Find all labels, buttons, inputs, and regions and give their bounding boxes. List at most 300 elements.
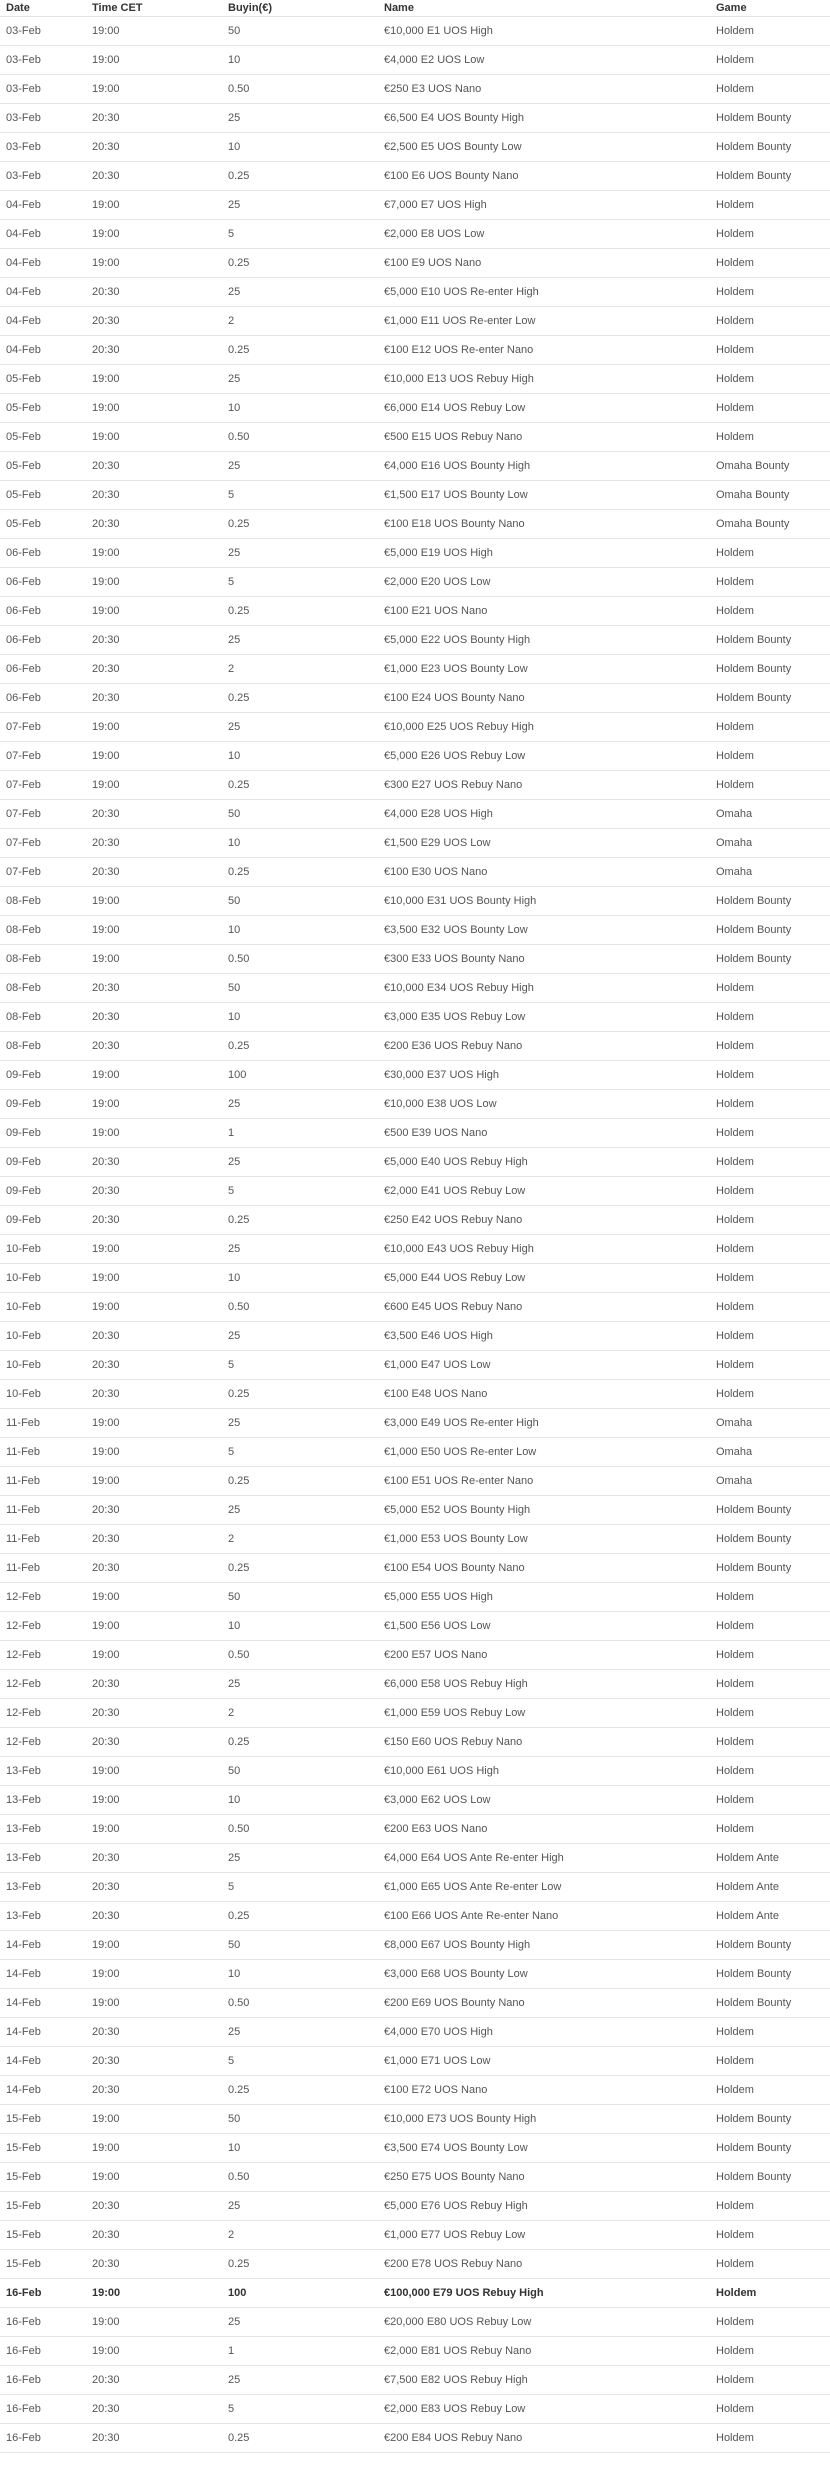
cell-game: Holdem [710, 423, 830, 452]
cell-buyin: 0.50 [222, 945, 378, 974]
cell-time: 19:00 [86, 1235, 222, 1264]
cell-buyin: 25 [222, 2308, 378, 2337]
cell-name: €3,500 E46 UOS High [378, 1322, 710, 1351]
cell-time: 19:00 [86, 1438, 222, 1467]
cell-game: Holdem [710, 1061, 830, 1090]
cell-name: €4,000 E70 UOS High [378, 2018, 710, 2047]
cell-buyin: 2 [222, 1525, 378, 1554]
cell-name: €4,000 E28 UOS High [378, 800, 710, 829]
cell-game: Holdem Bounty [710, 655, 830, 684]
cell-name: €100 E21 UOS Nano [378, 597, 710, 626]
cell-buyin: 50 [222, 17, 378, 46]
cell-name: €5,000 E76 UOS Rebuy High [378, 2192, 710, 2221]
cell-date: 06-Feb [0, 597, 86, 626]
table-row [0, 945, 830, 974]
cell-buyin: 0.25 [222, 1206, 378, 1235]
table-row [0, 1177, 830, 1206]
cell-buyin: 50 [222, 2105, 378, 2134]
cell-name: €1,500 E17 UOS Bounty Low [378, 481, 710, 510]
cell-name: €200 E63 UOS Nano [378, 1815, 710, 1844]
table-row [0, 1496, 830, 1525]
table-row [0, 249, 830, 278]
table-row [0, 452, 830, 481]
cell-name: €10,000 E73 UOS Bounty High [378, 2105, 710, 2134]
cell-game: Holdem [710, 1612, 830, 1641]
cell-buyin: 25 [222, 2192, 378, 2221]
cell-time: 19:00 [86, 423, 222, 452]
table-row [0, 1757, 830, 1786]
table-row [0, 307, 830, 336]
table-row [0, 1380, 830, 1409]
cell-buyin: 10 [222, 1786, 378, 1815]
cell-buyin: 5 [222, 2395, 378, 2424]
table-row [0, 1438, 830, 1467]
cell-date: 03-Feb [0, 133, 86, 162]
cell-date: 08-Feb [0, 1032, 86, 1061]
cell-buyin: 0.50 [222, 1641, 378, 1670]
table-row [0, 336, 830, 365]
cell-date: 16-Feb [0, 2308, 86, 2337]
cell-game: Holdem [710, 771, 830, 800]
cell-name: €5,000 E22 UOS Bounty High [378, 626, 710, 655]
cell-game: Holdem [710, 1293, 830, 1322]
cell-game: Holdem Bounty [710, 1960, 830, 1989]
cell-name: €200 E69 UOS Bounty Nano [378, 1989, 710, 2018]
cell-name: €10,000 E61 UOS High [378, 1757, 710, 1786]
cell-game: Holdem [710, 597, 830, 626]
cell-buyin: 0.25 [222, 336, 378, 365]
cell-date: 16-Feb [0, 2337, 86, 2366]
cell-time: 20:30 [86, 2250, 222, 2279]
cell-buyin: 2 [222, 2221, 378, 2250]
cell-buyin: 25 [222, 1235, 378, 1264]
cell-name: €100 E6 UOS Bounty Nano [378, 162, 710, 191]
table-row [0, 1351, 830, 1380]
table-row [0, 1148, 830, 1177]
cell-game: Holdem Bounty [710, 887, 830, 916]
table-row [0, 365, 830, 394]
cell-game: Holdem [710, 1090, 830, 1119]
cell-buyin: 25 [222, 191, 378, 220]
cell-date: 12-Feb [0, 1699, 86, 1728]
cell-date: 09-Feb [0, 1061, 86, 1090]
cell-date: 08-Feb [0, 1003, 86, 1032]
cell-name: €1,000 E23 UOS Bounty Low [378, 655, 710, 684]
cell-date: 03-Feb [0, 46, 86, 75]
table-row [0, 1786, 830, 1815]
cell-buyin: 0.25 [222, 1032, 378, 1061]
cell-game: Holdem [710, 1003, 830, 1032]
cell-time: 20:30 [86, 1206, 222, 1235]
cell-buyin: 25 [222, 2366, 378, 2395]
cell-buyin: 10 [222, 916, 378, 945]
cell-name: €8,000 E67 UOS Bounty High [378, 1931, 710, 1960]
cell-time: 20:30 [86, 336, 222, 365]
cell-time: 19:00 [86, 2105, 222, 2134]
cell-game: Holdem Ante [710, 1873, 830, 1902]
cell-name: €100 E9 UOS Nano [378, 249, 710, 278]
table-row [0, 17, 830, 46]
cell-time: 19:00 [86, 1293, 222, 1322]
cell-game: Holdem [710, 974, 830, 1003]
cell-game: Holdem Bounty [710, 916, 830, 945]
table-row [0, 1844, 830, 1873]
cell-date: 10-Feb [0, 1322, 86, 1351]
cell-date: 04-Feb [0, 220, 86, 249]
cell-name: €100 E72 UOS Nano [378, 2076, 710, 2105]
cell-game: Holdem [710, 1757, 830, 1786]
cell-name: €250 E3 UOS Nano [378, 75, 710, 104]
cell-time: 19:00 [86, 2279, 222, 2308]
cell-game: Holdem [710, 2279, 830, 2308]
cell-date: 05-Feb [0, 452, 86, 481]
table-row [0, 191, 830, 220]
cell-buyin: 50 [222, 1931, 378, 1960]
cell-game: Holdem [710, 394, 830, 423]
cell-buyin: 25 [222, 1090, 378, 1119]
cell-buyin: 0.50 [222, 1989, 378, 2018]
cell-time: 20:30 [86, 104, 222, 133]
cell-buyin: 2 [222, 1699, 378, 1728]
cell-time: 20:30 [86, 1148, 222, 1177]
cell-date: 04-Feb [0, 191, 86, 220]
cell-game: Holdem [710, 1206, 830, 1235]
cell-buyin: 5 [222, 1177, 378, 1206]
cell-time: 20:30 [86, 858, 222, 887]
cell-name: €1,000 E47 UOS Low [378, 1351, 710, 1380]
cell-date: 11-Feb [0, 1467, 86, 1496]
cell-name: €100 E12 UOS Re-enter Nano [378, 336, 710, 365]
table-row [0, 539, 830, 568]
table-row [0, 655, 830, 684]
cell-game: Holdem Bounty [710, 1496, 830, 1525]
cell-date: 11-Feb [0, 1496, 86, 1525]
table-row [0, 858, 830, 887]
cell-game: Holdem Bounty [710, 162, 830, 191]
cell-game: Holdem [710, 742, 830, 771]
cell-time: 19:00 [86, 2308, 222, 2337]
cell-time: 19:00 [86, 2163, 222, 2192]
cell-date: 06-Feb [0, 568, 86, 597]
cell-time: 19:00 [86, 1119, 222, 1148]
cell-buyin: 5 [222, 220, 378, 249]
cell-buyin: 25 [222, 1670, 378, 1699]
table-row [0, 2221, 830, 2250]
cell-name: €4,000 E64 UOS Ante Re-enter High [378, 1844, 710, 1873]
cell-buyin: 1 [222, 2337, 378, 2366]
cell-date: 06-Feb [0, 684, 86, 713]
cell-time: 19:00 [86, 945, 222, 974]
cell-game: Holdem [710, 249, 830, 278]
cell-game: Holdem [710, 1148, 830, 1177]
cell-time: 19:00 [86, 1583, 222, 1612]
cell-buyin: 5 [222, 568, 378, 597]
cell-game: Omaha Bounty [710, 481, 830, 510]
table-row [0, 2366, 830, 2395]
cell-buyin: 0.25 [222, 162, 378, 191]
cell-name: €1,000 E65 UOS Ante Re-enter Low [378, 1873, 710, 1902]
cell-date: 06-Feb [0, 539, 86, 568]
table-row [0, 2279, 830, 2308]
cell-time: 20:30 [86, 1728, 222, 1757]
cell-game: Holdem [710, 191, 830, 220]
cell-buyin: 10 [222, 1264, 378, 1293]
cell-date: 15-Feb [0, 2163, 86, 2192]
table-row [0, 626, 830, 655]
table-row [0, 510, 830, 539]
cell-buyin: 10 [222, 1960, 378, 1989]
table-row [0, 2250, 830, 2279]
cell-game: Holdem [710, 1119, 830, 1148]
cell-time: 20:30 [86, 626, 222, 655]
cell-buyin: 2 [222, 655, 378, 684]
cell-time: 20:30 [86, 2395, 222, 2424]
cell-date: 14-Feb [0, 2018, 86, 2047]
cell-game: Holdem Bounty [710, 1525, 830, 1554]
cell-date: 15-Feb [0, 2221, 86, 2250]
cell-buyin: 25 [222, 1409, 378, 1438]
cell-game: Holdem [710, 2395, 830, 2424]
cell-date: 04-Feb [0, 278, 86, 307]
cell-time: 19:00 [86, 1641, 222, 1670]
cell-game: Holdem Bounty [710, 626, 830, 655]
cell-name: €2,000 E8 UOS Low [378, 220, 710, 249]
table-row [0, 2192, 830, 2221]
cell-name: €5,000 E26 UOS Rebuy Low [378, 742, 710, 771]
cell-time: 20:30 [86, 684, 222, 713]
header-row [0, 0, 830, 17]
cell-date: 07-Feb [0, 713, 86, 742]
cell-time: 20:30 [86, 1902, 222, 1931]
cell-game: Holdem [710, 2337, 830, 2366]
cell-date: 16-Feb [0, 2279, 86, 2308]
cell-name: €1,000 E50 UOS Re-enter Low [378, 1438, 710, 1467]
cell-game: Holdem [710, 1264, 830, 1293]
cell-date: 04-Feb [0, 307, 86, 336]
cell-buyin: 0.25 [222, 597, 378, 626]
cell-game: Holdem [710, 1641, 830, 1670]
table-row [0, 1032, 830, 1061]
cell-name: €1,000 E53 UOS Bounty Low [378, 1525, 710, 1554]
cell-buyin: 50 [222, 1757, 378, 1786]
cell-name: €100 E30 UOS Nano [378, 858, 710, 887]
cell-time: 20:30 [86, 2192, 222, 2221]
table-row [0, 1119, 830, 1148]
table-row [0, 1699, 830, 1728]
cell-buyin: 50 [222, 800, 378, 829]
cell-game: Holdem [710, 1786, 830, 1815]
cell-time: 19:00 [86, 220, 222, 249]
table-row [0, 481, 830, 510]
cell-name: €4,000 E2 UOS Low [378, 46, 710, 75]
header-date: Date [0, 0, 86, 17]
cell-game: Holdem [710, 2366, 830, 2395]
cell-date: 10-Feb [0, 1235, 86, 1264]
cell-time: 20:30 [86, 307, 222, 336]
table-row [0, 916, 830, 945]
cell-buyin: 0.25 [222, 2250, 378, 2279]
cell-game: Holdem Bounty [710, 133, 830, 162]
cell-time: 19:00 [86, 75, 222, 104]
cell-game: Omaha [710, 800, 830, 829]
cell-name: €200 E84 UOS Rebuy Nano [378, 2424, 710, 2453]
cell-date: 12-Feb [0, 1583, 86, 1612]
cell-name: €3,000 E49 UOS Re-enter High [378, 1409, 710, 1438]
cell-buyin: 25 [222, 1844, 378, 1873]
cell-date: 12-Feb [0, 1641, 86, 1670]
cell-date: 07-Feb [0, 829, 86, 858]
cell-time: 20:30 [86, 2221, 222, 2250]
cell-buyin: 10 [222, 742, 378, 771]
cell-name: €2,500 E5 UOS Bounty Low [378, 133, 710, 162]
table-row [0, 2105, 830, 2134]
cell-buyin: 25 [222, 1322, 378, 1351]
cell-name: €3,000 E68 UOS Bounty Low [378, 1960, 710, 1989]
cell-time: 19:00 [86, 1960, 222, 1989]
cell-name: €1,500 E56 UOS Low [378, 1612, 710, 1641]
cell-name: €3,500 E74 UOS Bounty Low [378, 2134, 710, 2163]
cell-date: 06-Feb [0, 626, 86, 655]
cell-buyin: 25 [222, 539, 378, 568]
cell-time: 20:30 [86, 2047, 222, 2076]
cell-name: €200 E57 UOS Nano [378, 1641, 710, 1670]
cell-date: 12-Feb [0, 1728, 86, 1757]
cell-time: 19:00 [86, 713, 222, 742]
cell-name: €3,000 E62 UOS Low [378, 1786, 710, 1815]
cell-buyin: 0.50 [222, 2163, 378, 2192]
table-row [0, 568, 830, 597]
cell-buyin: 25 [222, 1496, 378, 1525]
table-row [0, 1815, 830, 1844]
cell-buyin: 0.50 [222, 1293, 378, 1322]
table-row [0, 1322, 830, 1351]
cell-game: Holdem Bounty [710, 2163, 830, 2192]
cell-buyin: 5 [222, 481, 378, 510]
cell-buyin: 5 [222, 1873, 378, 1902]
cell-date: 04-Feb [0, 249, 86, 278]
cell-date: 09-Feb [0, 1090, 86, 1119]
cell-game: Holdem Bounty [710, 1554, 830, 1583]
cell-date: 13-Feb [0, 1873, 86, 1902]
cell-game: Holdem [710, 2250, 830, 2279]
cell-name: €100 E24 UOS Bounty Nano [378, 684, 710, 713]
cell-name: €10,000 E25 UOS Rebuy High [378, 713, 710, 742]
cell-name: €250 E42 UOS Rebuy Nano [378, 1206, 710, 1235]
cell-date: 11-Feb [0, 1409, 86, 1438]
cell-game: Holdem [710, 713, 830, 742]
cell-name: €5,000 E40 UOS Rebuy High [378, 1148, 710, 1177]
cell-date: 14-Feb [0, 2076, 86, 2105]
table-row [0, 2395, 830, 2424]
cell-buyin: 5 [222, 1438, 378, 1467]
cell-name: €1,000 E11 UOS Re-enter Low [378, 307, 710, 336]
cell-time: 20:30 [86, 452, 222, 481]
cell-time: 20:30 [86, 1177, 222, 1206]
cell-time: 20:30 [86, 800, 222, 829]
cell-time: 19:00 [86, 597, 222, 626]
cell-date: 11-Feb [0, 1525, 86, 1554]
cell-buyin: 0.50 [222, 423, 378, 452]
cell-time: 19:00 [86, 1757, 222, 1786]
cell-name: €100 E51 UOS Re-enter Nano [378, 1467, 710, 1496]
cell-date: 08-Feb [0, 945, 86, 974]
cell-time: 19:00 [86, 771, 222, 800]
cell-name: €500 E39 UOS Nano [378, 1119, 710, 1148]
cell-buyin: 25 [222, 2018, 378, 2047]
cell-game: Omaha [710, 1438, 830, 1467]
table-row [0, 1931, 830, 1960]
cell-time: 19:00 [86, 568, 222, 597]
cell-time: 20:30 [86, 1322, 222, 1351]
cell-buyin: 0.50 [222, 75, 378, 104]
cell-game: Holdem Bounty [710, 2105, 830, 2134]
cell-buyin: 1 [222, 1119, 378, 1148]
cell-name: €5,000 E55 UOS High [378, 1583, 710, 1612]
cell-buyin: 0.25 [222, 684, 378, 713]
cell-date: 05-Feb [0, 510, 86, 539]
cell-game: Holdem [710, 46, 830, 75]
cell-date: 08-Feb [0, 974, 86, 1003]
cell-name: €5,000 E52 UOS Bounty High [378, 1496, 710, 1525]
cell-game: Holdem [710, 1728, 830, 1757]
cell-name: €3,500 E32 UOS Bounty Low [378, 916, 710, 945]
cell-date: 09-Feb [0, 1119, 86, 1148]
cell-date: 15-Feb [0, 2250, 86, 2279]
cell-time: 20:30 [86, 1554, 222, 1583]
cell-game: Holdem [710, 1670, 830, 1699]
cell-buyin: 0.25 [222, 858, 378, 887]
cell-name: €300 E27 UOS Rebuy Nano [378, 771, 710, 800]
cell-date: 13-Feb [0, 1786, 86, 1815]
cell-date: 05-Feb [0, 365, 86, 394]
cell-time: 19:00 [86, 1786, 222, 1815]
cell-time: 20:30 [86, 162, 222, 191]
cell-game: Omaha Bounty [710, 510, 830, 539]
cell-buyin: 10 [222, 46, 378, 75]
cell-name: €10,000 E13 UOS Rebuy High [378, 365, 710, 394]
cell-date: 13-Feb [0, 1844, 86, 1873]
cell-time: 20:30 [86, 1525, 222, 1554]
table-row [0, 1061, 830, 1090]
cell-time: 20:30 [86, 1670, 222, 1699]
table-row [0, 1612, 830, 1641]
cell-game: Holdem [710, 2018, 830, 2047]
cell-time: 20:30 [86, 1699, 222, 1728]
header-time: Time CET [86, 0, 222, 17]
cell-name: €3,000 E35 UOS Rebuy Low [378, 1003, 710, 1032]
table-row [0, 162, 830, 191]
cell-game: Holdem [710, 307, 830, 336]
cell-game: Holdem [710, 2424, 830, 2453]
cell-buyin: 25 [222, 365, 378, 394]
cell-game: Holdem Bounty [710, 1931, 830, 1960]
cell-name: €10,000 E43 UOS Rebuy High [378, 1235, 710, 1264]
cell-name: €2,000 E20 UOS Low [378, 568, 710, 597]
cell-name: €2,000 E83 UOS Rebuy Low [378, 2395, 710, 2424]
table-row [0, 1206, 830, 1235]
cell-date: 05-Feb [0, 481, 86, 510]
cell-game: Holdem [710, 2047, 830, 2076]
cell-game: Omaha [710, 1409, 830, 1438]
cell-game: Omaha [710, 1467, 830, 1496]
cell-game: Holdem [710, 220, 830, 249]
cell-name: €6,000 E14 UOS Rebuy Low [378, 394, 710, 423]
cell-buyin: 100 [222, 2279, 378, 2308]
cell-name: €2,000 E41 UOS Rebuy Low [378, 1177, 710, 1206]
cell-name: €500 E15 UOS Rebuy Nano [378, 423, 710, 452]
cell-time: 19:00 [86, 1409, 222, 1438]
cell-time: 19:00 [86, 2134, 222, 2163]
